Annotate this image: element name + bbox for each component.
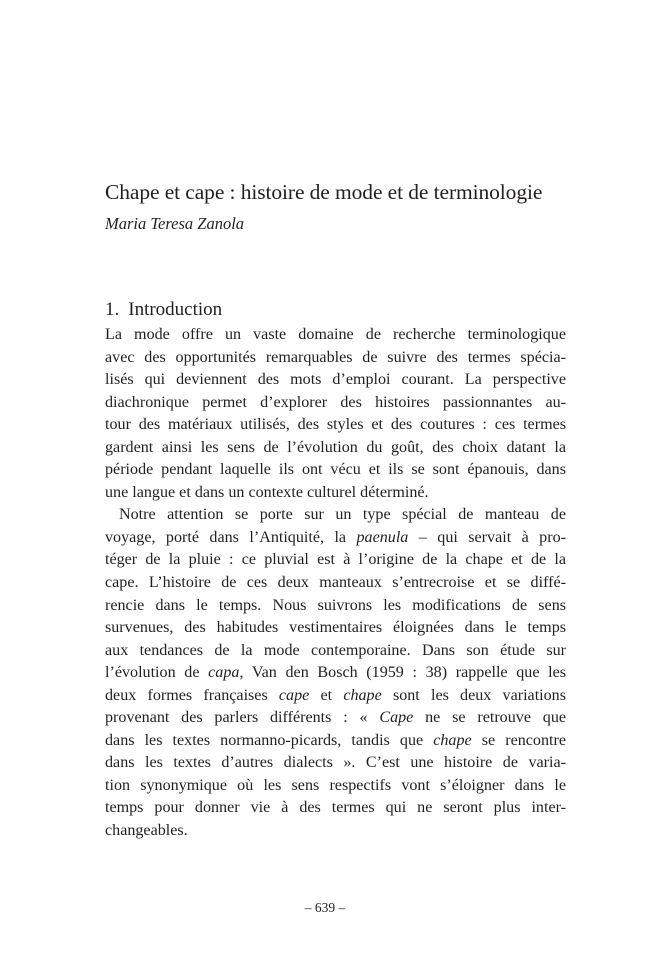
text-line: période pendant laquelle ils ont vécu et ils se sont épanouis, dans <box>105 461 566 479</box>
text-run: l’évolution de <box>105 664 209 682</box>
text-line <box>105 527 566 550</box>
text-run: provenant des parlers différents : « <box>105 709 380 727</box>
italic-term: capa <box>208 664 240 682</box>
text-line: lisés qui deviennent des mots d’emploi courant. La perspective <box>105 371 566 389</box>
text-line: dans les textes d’autres dialects ». C’est une histoire de varia- <box>105 754 566 772</box>
text-line <box>105 662 566 685</box>
text-run: , Van den Bosch (1959 : 38) rappelle que les <box>239 664 567 682</box>
section-number: 1. <box>105 299 120 320</box>
italic-term: paenula <box>356 528 409 546</box>
page-number: – 639 – <box>304 900 346 915</box>
section-heading <box>105 297 222 323</box>
text-line <box>105 707 566 730</box>
text-line: Notre attention se porte sur un type spécial de manteau de <box>119 506 566 524</box>
text-run: deux formes françaises <box>105 686 279 704</box>
text-line: cape. L’histoire de ces deux manteaux s’entrecroise et se diffé- <box>105 574 566 592</box>
article-title: Chape et cape : histoire de mode et de terminologie <box>105 180 543 204</box>
text-line: tion synonymique où les sens respectifs vont s’éloigner dans le <box>105 776 566 794</box>
text-line: La mode offre un vaste domaine de recherche terminologique <box>105 326 566 343</box>
body-text <box>105 324 566 843</box>
text-line: changeables. <box>105 822 188 840</box>
italic-term: chape <box>343 686 382 704</box>
text-line: téger de la pluie : ce pluvial est à l’origine de la chape et de la <box>105 551 566 569</box>
italic-term: chape <box>433 731 472 749</box>
text-line: une langue et dans un contexte culturel déterminé. <box>105 483 429 501</box>
text-line: temps pour donner vie à des termes qui ne seront plus inter- <box>105 799 566 817</box>
text-run: – qui servait à pro- <box>408 528 566 546</box>
text-run: voyage, porté dans l’Antiquité, la <box>105 528 357 546</box>
text-run: dans les textes normanno-picards, tandis que <box>105 731 434 749</box>
text-line: tour des matériaux utilisés, des styles et des coutures : ces termes <box>105 416 566 434</box>
text-line <box>105 685 566 708</box>
text-line: diachronique permet d’explorer des histoires passionnantes au- <box>105 393 566 411</box>
text-line <box>105 730 566 753</box>
paragraph <box>105 324 566 504</box>
italic-term: Cape <box>379 709 414 727</box>
section-title: Introduction <box>128 299 223 320</box>
text-run: sont les deux variations <box>381 686 566 704</box>
text-run: se rencontre <box>471 731 566 749</box>
text-line: gardent ainsi les sens de l’évolution du goût, des choix datant la <box>105 438 566 456</box>
italic-term: cape <box>278 686 310 704</box>
paragraph <box>105 504 566 842</box>
text-run: et <box>309 686 344 704</box>
text-line: rencie dans le temps. Nous suivrons les modifications de sens <box>105 596 566 614</box>
article-author: Maria Teresa Zanola <box>105 214 245 233</box>
text-line: aux tendances de la mode contemporaine. Dans son étude sur <box>105 641 566 659</box>
text-line: avec des opportunités remarquables de suivre des termes spécia- <box>105 348 566 366</box>
text-line: survenues, des habitudes vestimentaires éloignées dans le temps <box>105 619 566 637</box>
text-run: ne se retrouve que <box>413 709 567 727</box>
